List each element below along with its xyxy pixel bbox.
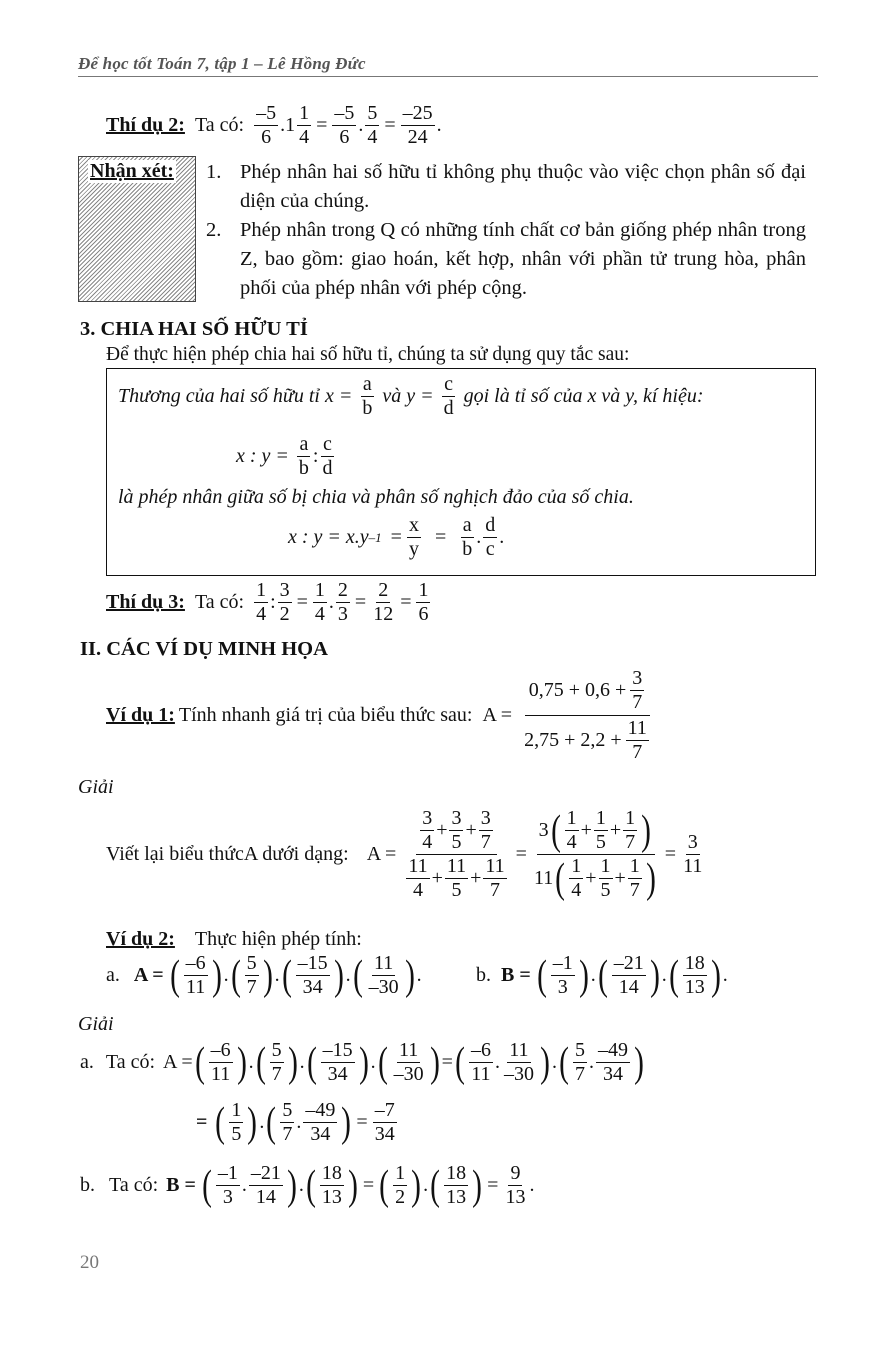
list-item: 1. Phép nhân hai số hữu tỉ không phụ thuộc vào việc chọn phân số đại diện của chúng.	[206, 161, 806, 212]
fraction: $\frac{x}{y}$	[408, 514, 419, 560]
rule-line-4: x : y = x.y –1 = $\frac{x}{y}$ = $\frac{a}{b}$ . $\frac{d}{c}$ .	[288, 514, 505, 560]
list-item: 2. Phép nhân trong Q có những tính chất cơ bản giống phép nhân trong Z, bao gồm: giao hoán, kết hợp, nhân với phần tử trung hòa, phân phối của phép nhân với phép cộng.	[206, 219, 806, 299]
giai-label: Giải	[78, 776, 114, 798]
fraction: $\frac{2}{3}$	[337, 579, 348, 625]
thidu2-line: Thí dụ 2: Ta có: $\frac{-5}{6}$ . 1 $\frac{1}{4}$ = $\frac{-5}{6}$ . $\frac{5}{4}$ = $\frac{-25}{24}$ .	[106, 102, 442, 148]
rule-line-3: là phép nhân giữa số bị chia và phân số nghịch đảo của số chia.	[118, 486, 634, 508]
giai-label: Giải	[78, 1013, 114, 1035]
compound-fraction: $\frac{3}{4}$ + $\frac{3}{5}$ + $\frac{3}{7}$ $\frac{11}{4}$ + $\frac{11}{5}$ + $\frac{11}{7}$	[408, 807, 505, 901]
fraction: $\frac{1}{4}$	[256, 579, 267, 625]
page-number: 20	[80, 1252, 99, 1273]
fraction: $\frac{1}{4}$	[314, 579, 325, 625]
fraction: $\frac{3}{2}$	[279, 579, 290, 625]
fraction: $\frac{c}{d}$	[443, 373, 454, 419]
vidu1-solution: Viết lại biểu thứcA dưới dạng: A = $\frac{3}{4}$ + $\frac{3}{5}$ + $\frac{3}{7}$ $\frac{11}{4}$ + $\frac{11}{5}$ + $\frac{11}{7}$ = 3 ( $\frac{1}{4}$ + $\frac{1}{5}$ + $\frac{1}{7}$ ) 11 ( $\frac{1}{4}$ + $\frac{1}{5}$ + $\frac{1}{7}$ ) = $\frac{3}{11}$	[106, 807, 703, 902]
remark-label: Nhận xét:	[90, 160, 174, 182]
thidu2-intro: Ta có:	[194, 114, 245, 136]
solution-a-line-2: = ( $\frac{1}{5}$ ) . ( $\frac{5}{7}$ . $\frac{-49}{34}$ ) = $\frac{-7}{34}$	[196, 1099, 395, 1146]
fraction: $\frac{d}{c}$	[485, 514, 496, 560]
section-3-title: 3. CHIA HAI SỐ HỮU TỈ	[80, 318, 308, 340]
remark-list	[206, 158, 806, 303]
compound-fraction: 3 ( $\frac{1}{4}$ + $\frac{1}{5}$ + $\frac{1}{7}$ ) 11 ( $\frac{1}{4}$ + $\frac{1}{5}$ + $\frac{1}{7}$ )	[533, 807, 656, 902]
fraction: $\frac{1}{4}$	[299, 102, 310, 148]
fraction: $\frac{a}{b}$	[362, 373, 373, 419]
solution-b-line: b. Ta có: B = ( $\frac{-1}{3}$ . $\frac{-21}{14}$ ) . ( $\frac{18}{13}$ ) = ( $\frac{1}{2}$ ) . ( $\frac{18}{13}$ ) = $\frac{9}{13}$ .	[80, 1162, 535, 1209]
rule-line-1: Thương của hai số hữu tỉ x = $\frac{a}{b}$ và y = $\frac{c}{d}$ gọi là tỉ số của x và y, kí hiệu:	[118, 373, 704, 419]
vidu1-line: Ví dụ 1: Tính nhanh giá trị của biểu thức sau: A = 0,75 + 0,6 + $\frac{3}{7}$ 2,75 + 2,2 + $\frac{11}{7}$	[106, 668, 657, 763]
fraction: $\frac{5}{4}$	[367, 102, 378, 148]
section-II-title: II. CÁC VÍ DỤ MINH HỌA	[80, 638, 328, 660]
header-rule	[78, 76, 818, 77]
vidu2-line: Ví dụ 2: Thực hiện phép tính:	[106, 928, 362, 950]
vidu2-a: a. A = ( $\frac{-6}{11}$ ) . ( $\frac{5}{7}$ ) . ( $\frac{-15}{34}$ ) . ( $\frac{11}{-30}$ ) .	[106, 952, 422, 999]
rule-line-2: x : y = $\frac{a}{b}$ : $\frac{c}{d}$	[236, 433, 333, 479]
fraction: $\frac{a}{b}$	[462, 514, 473, 560]
solution-a-line-1: a. Ta có: A = ( $\frac{-6}{11}$ ) . ( $\frac{5}{7}$ ) . ( $\frac{-15}{34}$ ) . ( $\frac{11}{-30}$ ) = ( $\frac{-6}{11}$ . $\frac{11}{-30}$ ) . ( $\frac{5}{7}$ . $\frac{-49}{34}$ )	[80, 1039, 644, 1086]
fraction: $\frac{-25}{24}$	[402, 102, 433, 148]
fraction: $\frac{-5}{6}$	[334, 102, 355, 148]
compound-fraction: 0,75 + 0,6 + $\frac{3}{7}$ 2,75 + 2,2 + $\frac{11}{7}$	[520, 668, 655, 763]
fraction: $\frac{2}{12}$	[373, 579, 394, 625]
fraction: $\frac{c}{d}$	[322, 433, 333, 479]
fraction: $\frac{-5}{6}$	[256, 102, 277, 148]
thidu3-line: Thí dụ 3: Ta có: $\frac{1}{4}$ : $\frac{3}{2}$ = $\frac{1}{4}$ . $\frac{2}{3}$ = $\frac{2}{12}$ = $\frac{1}{6}$	[106, 579, 429, 625]
fraction: $\frac{1}{6}$	[418, 579, 429, 625]
thidu2-label: Thí dụ 2:	[106, 114, 185, 136]
running-header: Để học tốt Toán 7, tập 1 – Lê Hồng Đức	[78, 54, 366, 73]
vidu2-b: b. B = ( $\frac{-1}{3}$ ) . ( $\frac{-21}{14}$ ) . ( $\frac{18}{13}$ ) .	[476, 952, 728, 999]
section-3-intro: Để thực hiện phép chia hai số hữu tỉ, chúng ta sử dụng quy tắc sau:	[106, 344, 630, 365]
fraction: $\frac{a}{b}$	[298, 433, 309, 479]
